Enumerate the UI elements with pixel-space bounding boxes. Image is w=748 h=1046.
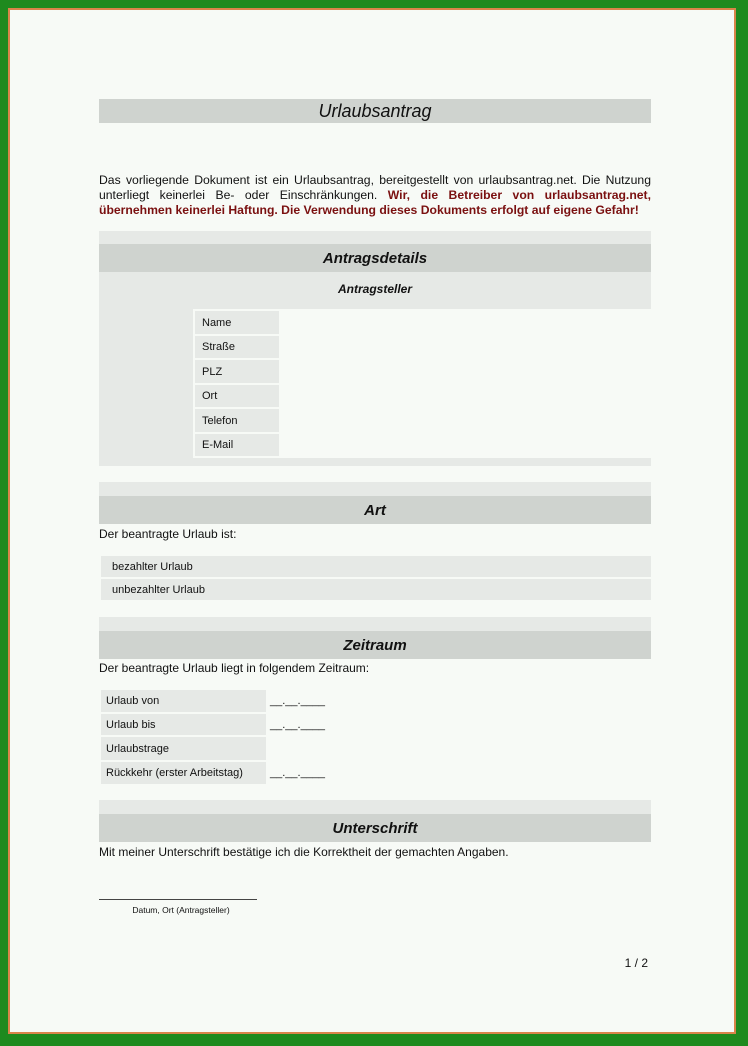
signature-line[interactable] <box>99 899 257 900</box>
option-unbezahlter-urlaub[interactable]: unbezahlter Urlaub <box>101 579 651 600</box>
field-strasse-label: Straße <box>195 336 279 358</box>
zeitraum-band-top <box>99 617 651 631</box>
unterschrift-intro: Mit meiner Unterschrift bestätige ich die Korrektheit der gemachten Angaben. <box>99 845 509 859</box>
antragsteller-subheading: Antragsteller <box>337 282 413 296</box>
urlaubstage-value[interactable] <box>270 737 370 760</box>
page-title: Urlaubsantrag <box>99 99 651 123</box>
intro-disclaimer: Wir, die Betreiber von urlaubsantrag.net, übernehmen keinerlei Haftung. Die Verwendung dieses Dokuments erfolgt auf eigene Gefahr! <box>99 188 651 217</box>
urlaub-bis-value[interactable]: __.__.____ <box>270 718 326 731</box>
zeitraum-intro: Der beantragte Urlaub liegt in folgendem Zeitraum: <box>99 661 370 675</box>
intro-text: Das vorliegende Dokument ist ein Urlaubsantrag, bereitgestellt von urlaubsantrag.net. Die Nutzung unterliegt keinerlei Be- oder Einschränkungen. <box>99 173 651 202</box>
document-page <box>8 8 736 1034</box>
rueckkehr-value[interactable]: __.__.____ <box>270 767 326 779</box>
field-email-label: E-Mail <box>195 434 279 456</box>
unterschrift-band-top <box>99 800 651 814</box>
urlaubstage-label: Urlaubstrage <box>101 737 266 760</box>
field-telefon-label: Telefon <box>195 409 279 432</box>
rueckkehr-label: Rückkehr (erster Arbeitstag) <box>101 762 266 784</box>
zeitraum-heading: Zeitraum <box>99 631 651 659</box>
art-intro: Der beantragte Urlaub ist: <box>99 527 237 541</box>
urlaub-von-value[interactable]: __.__.____ <box>270 695 326 707</box>
unterschrift-heading: Unterschrift <box>99 814 651 842</box>
art-band-top <box>99 482 651 496</box>
field-name-label: Name <box>195 311 279 334</box>
field-plz-label: PLZ <box>195 360 279 383</box>
urlaub-bis-label: Urlaub bis <box>101 714 266 735</box>
intro-paragraph <box>99 173 651 218</box>
antragsdetails-heading: Antragsdetails <box>99 244 651 272</box>
option-bezahlter-urlaub[interactable]: bezahlter Urlaub <box>101 556 651 577</box>
antragsteller-fields <box>193 309 651 458</box>
page-number: 1 / 2 <box>624 956 648 970</box>
art-heading: Art <box>99 496 651 524</box>
field-ort-label: Ort <box>195 385 279 407</box>
urlaub-von-label: Urlaub von <box>101 690 266 712</box>
signature-caption: Datum, Ort (Antragsteller) <box>132 905 230 915</box>
